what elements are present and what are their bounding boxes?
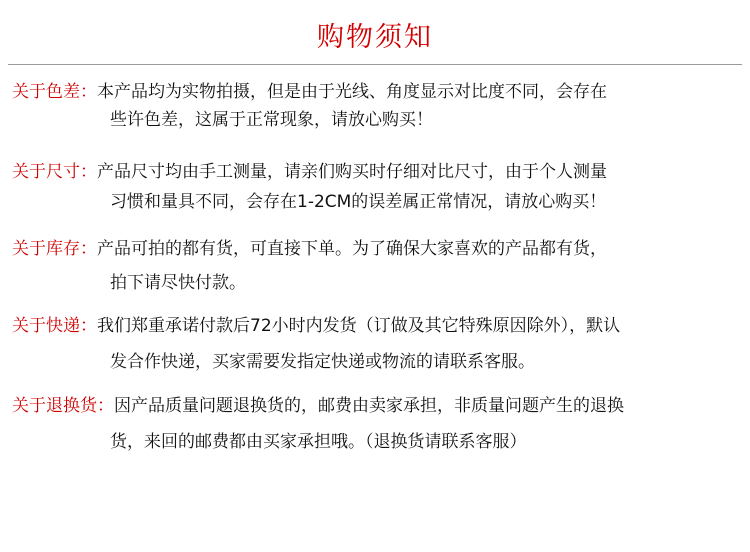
section-text-line: 因产品质量问题退换货的，邮费由卖家承担，非质量问题产生的退换 (114, 396, 624, 416)
section-text-line: 拍下请尽快付款。 (110, 273, 246, 293)
page-title: 购物须知 (317, 22, 433, 53)
section-text-line: 些许色差，这属于正常现象，请放心购买！ (110, 110, 433, 130)
section-text-line: 产品尺寸均由手工测量，请亲们购买时仔细对比尺寸，由于个人测量 (97, 162, 607, 182)
section-label: 关于退换货： (12, 396, 114, 416)
section-label: 关于库存： (12, 239, 97, 259)
section-text-line: 产品可拍的都有货，可直接下单。为了确保大家喜欢的产品都有货， (97, 239, 607, 259)
section-text-line: 货，来回的邮费都由买家承担哦。（退换货请联系客服） (110, 432, 527, 452)
section-text-line: 我们郑重承诺付款后72小时内发货（订做及其它特殊原因除外），默认 (97, 316, 621, 336)
section-text-line: 发合作快递，买家需要发指定快递或物流的请联系客服。 (110, 352, 535, 372)
section-label: 关于快递： (12, 316, 97, 336)
section-text-line: 本产品均为实物拍摄，但是由于光线、角度显示对比度不同，会存在 (97, 82, 607, 102)
section-label: 关于色差： (12, 82, 97, 102)
section-text-line: 习惯和量具不同，会存在1-2CM的误差属正常情况，请放心购买！ (110, 192, 607, 212)
title-divider (8, 64, 742, 65)
section-label: 关于尺寸： (12, 162, 97, 182)
